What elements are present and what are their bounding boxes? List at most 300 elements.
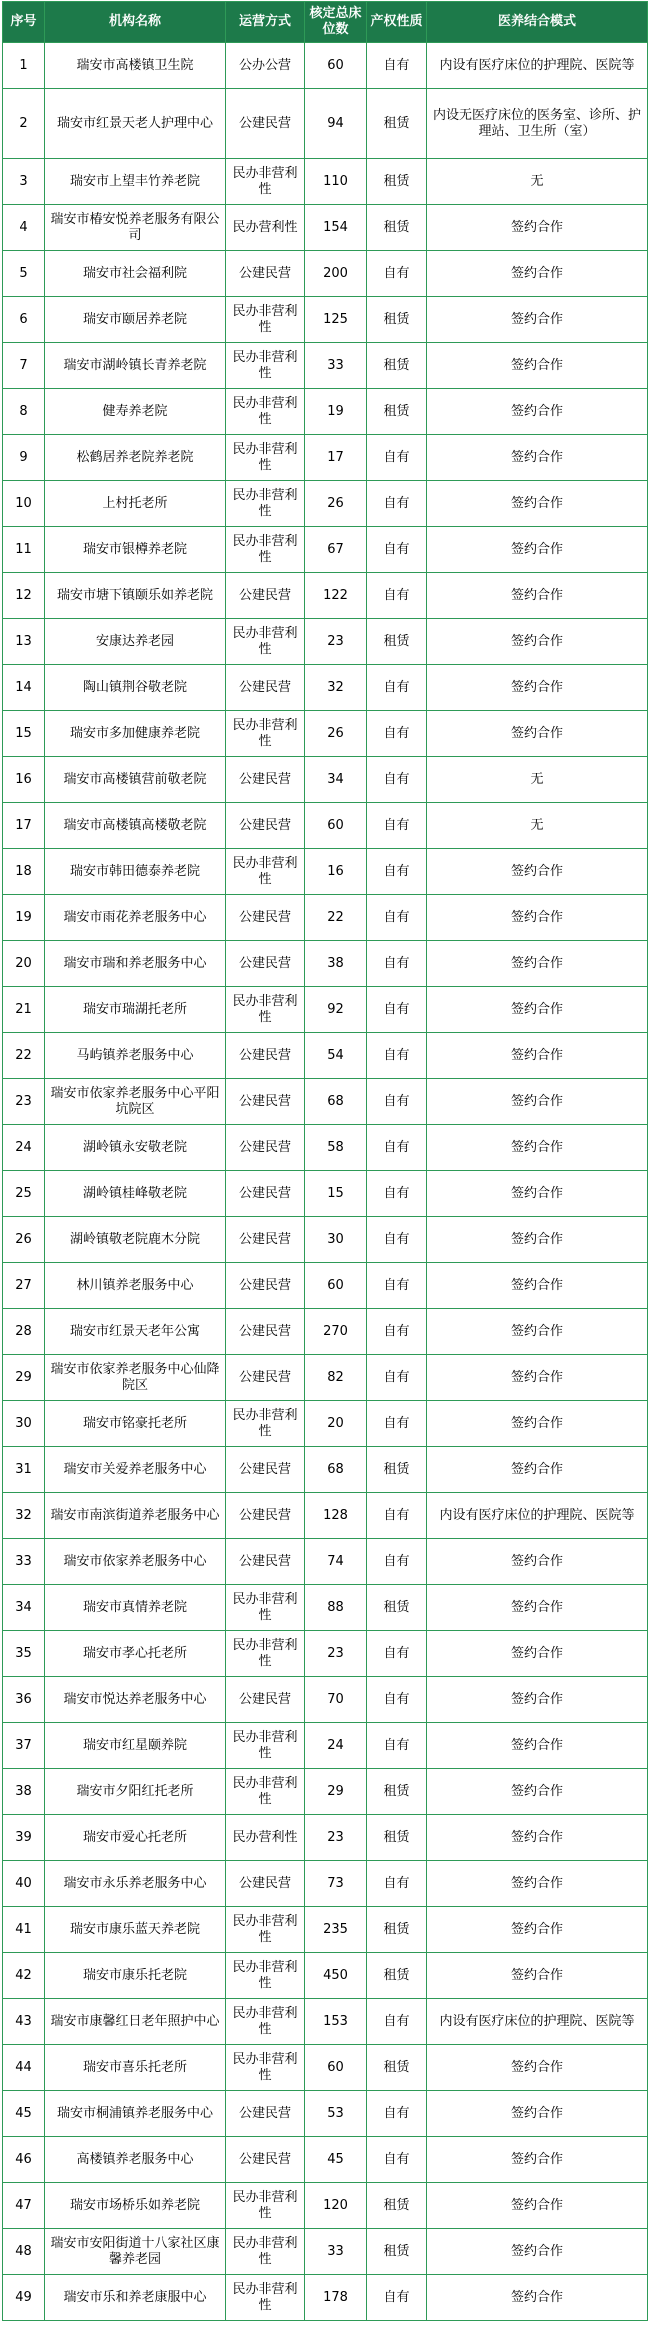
table-row bbox=[3, 1723, 648, 1769]
table-row bbox=[3, 1999, 648, 2045]
cell-name: 瑞安市康乐托老院 bbox=[45, 1953, 226, 1999]
table-row bbox=[3, 1677, 648, 1723]
cell-name: 瑞安市瑞和养老服务中心 bbox=[45, 941, 226, 987]
cell-property: 自有 bbox=[367, 1263, 427, 1309]
cell-index: 7 bbox=[3, 343, 45, 389]
cell-index: 37 bbox=[3, 1723, 45, 1769]
cell-index: 48 bbox=[3, 2229, 45, 2275]
cell-property: 自有 bbox=[367, 849, 427, 895]
cell-index: 2 bbox=[3, 89, 45, 159]
cell-operation: 民办非营利性 bbox=[226, 1631, 305, 1677]
cell-mode: 签约合作 bbox=[427, 343, 648, 389]
cell-property: 租赁 bbox=[367, 1769, 427, 1815]
cell-property: 租赁 bbox=[367, 1585, 427, 1631]
cell-property: 自有 bbox=[367, 757, 427, 803]
cell-beds: 110 bbox=[305, 159, 367, 205]
cell-mode: 签约合作 bbox=[427, 1585, 648, 1631]
cell-property: 租赁 bbox=[367, 1953, 427, 1999]
table-row bbox=[3, 1861, 648, 1907]
cell-name: 瑞安市永乐养老服务中心 bbox=[45, 1861, 226, 1907]
cell-name: 瑞安市高楼镇营前敬老院 bbox=[45, 757, 226, 803]
cell-operation: 民办非营利性 bbox=[226, 527, 305, 573]
cell-operation: 公建民营 bbox=[226, 1309, 305, 1355]
cell-beds: 16 bbox=[305, 849, 367, 895]
cell-mode: 无 bbox=[427, 159, 648, 205]
table-row bbox=[3, 1217, 648, 1263]
cell-operation: 公建民营 bbox=[226, 1861, 305, 1907]
cell-operation: 民办非营利性 bbox=[226, 2045, 305, 2091]
cell-mode: 签约合作 bbox=[427, 1953, 648, 1999]
cell-name: 健寿养老院 bbox=[45, 389, 226, 435]
cell-index: 19 bbox=[3, 895, 45, 941]
cell-operation: 民办营利性 bbox=[226, 1815, 305, 1861]
col-header-mode: 医养结合模式 bbox=[427, 2, 648, 43]
cell-name: 瑞安市椿安悦养老服务有限公司 bbox=[45, 205, 226, 251]
cell-mode: 签约合作 bbox=[427, 1355, 648, 1401]
cell-property: 自有 bbox=[367, 1401, 427, 1447]
cell-property: 自有 bbox=[367, 1999, 427, 2045]
cell-property: 租赁 bbox=[367, 2183, 427, 2229]
cell-operation: 公建民营 bbox=[226, 251, 305, 297]
cell-mode: 签约合作 bbox=[427, 987, 648, 1033]
table-row bbox=[3, 619, 648, 665]
cell-name: 瑞安市上望丰竹养老院 bbox=[45, 159, 226, 205]
cell-index: 15 bbox=[3, 711, 45, 757]
col-header-property: 产权性质 bbox=[367, 2, 427, 43]
cell-index: 26 bbox=[3, 1217, 45, 1263]
cell-mode: 内设有医疗床位的护理院、医院等 bbox=[427, 1493, 648, 1539]
table-row bbox=[3, 2045, 648, 2091]
cell-operation: 公建民营 bbox=[226, 1079, 305, 1125]
cell-operation: 民办非营利性 bbox=[226, 389, 305, 435]
cell-property: 自有 bbox=[367, 941, 427, 987]
table-row bbox=[3, 1401, 648, 1447]
cell-beds: 88 bbox=[305, 1585, 367, 1631]
cell-name: 瑞安市依家养老服务中心仙降院区 bbox=[45, 1355, 226, 1401]
cell-property: 租赁 bbox=[367, 2045, 427, 2091]
table-row bbox=[3, 803, 648, 849]
cell-operation: 民办非营利性 bbox=[226, 1401, 305, 1447]
cell-index: 4 bbox=[3, 205, 45, 251]
cell-beds: 53 bbox=[305, 2091, 367, 2137]
cell-mode: 签约合作 bbox=[427, 1171, 648, 1217]
cell-beds: 29 bbox=[305, 1769, 367, 1815]
cell-operation: 公建民营 bbox=[226, 1217, 305, 1263]
cell-name: 瑞安市红星颐养院 bbox=[45, 1723, 226, 1769]
table-row bbox=[3, 89, 648, 159]
cell-operation: 公建民营 bbox=[226, 2091, 305, 2137]
cell-index: 12 bbox=[3, 573, 45, 619]
cell-index: 32 bbox=[3, 1493, 45, 1539]
cell-name: 瑞安市社会福利院 bbox=[45, 251, 226, 297]
cell-property: 自有 bbox=[367, 573, 427, 619]
cell-mode: 签约合作 bbox=[427, 205, 648, 251]
table-row bbox=[3, 2275, 648, 2321]
cell-index: 18 bbox=[3, 849, 45, 895]
cell-operation: 公建民营 bbox=[226, 1539, 305, 1585]
cell-beds: 45 bbox=[305, 2137, 367, 2183]
cell-index: 35 bbox=[3, 1631, 45, 1677]
cell-beds: 23 bbox=[305, 619, 367, 665]
cell-beds: 94 bbox=[305, 89, 367, 159]
cell-beds: 270 bbox=[305, 1309, 367, 1355]
cell-name: 瑞安市瑞湖托老所 bbox=[45, 987, 226, 1033]
cell-operation: 公建民营 bbox=[226, 1493, 305, 1539]
cell-property: 自有 bbox=[367, 1171, 427, 1217]
cell-beds: 60 bbox=[305, 1263, 367, 1309]
cell-mode: 签约合作 bbox=[427, 665, 648, 711]
cell-mode: 签约合作 bbox=[427, 481, 648, 527]
cell-operation: 民办非营利性 bbox=[226, 1953, 305, 1999]
cell-index: 41 bbox=[3, 1907, 45, 1953]
cell-mode: 签约合作 bbox=[427, 1539, 648, 1585]
cell-operation: 民办非营利性 bbox=[226, 2183, 305, 2229]
cell-name: 瑞安市湖岭镇长青养老院 bbox=[45, 343, 226, 389]
cell-name: 瑞安市铭豪托老所 bbox=[45, 1401, 226, 1447]
cell-mode: 签约合作 bbox=[427, 435, 648, 481]
cell-operation: 公建民营 bbox=[226, 573, 305, 619]
cell-mode: 签约合作 bbox=[427, 573, 648, 619]
cell-beds: 58 bbox=[305, 1125, 367, 1171]
cell-index: 13 bbox=[3, 619, 45, 665]
cell-operation: 公建民营 bbox=[226, 895, 305, 941]
table-row bbox=[3, 665, 648, 711]
cell-property: 自有 bbox=[367, 2275, 427, 2321]
cell-name: 瑞安市喜乐托老所 bbox=[45, 2045, 226, 2091]
cell-mode: 签约合作 bbox=[427, 527, 648, 573]
cell-beds: 20 bbox=[305, 1401, 367, 1447]
table-row bbox=[3, 2091, 648, 2137]
cell-index: 25 bbox=[3, 1171, 45, 1217]
cell-index: 1 bbox=[3, 43, 45, 89]
cell-mode: 签约合作 bbox=[427, 941, 648, 987]
table-row bbox=[3, 1125, 648, 1171]
cell-operation: 公建民营 bbox=[226, 1677, 305, 1723]
table-row bbox=[3, 1815, 648, 1861]
cell-property: 自有 bbox=[367, 1309, 427, 1355]
cell-name: 瑞安市场桥乐如养老院 bbox=[45, 2183, 226, 2229]
cell-mode: 签约合作 bbox=[427, 619, 648, 665]
cell-operation: 民办非营利性 bbox=[226, 619, 305, 665]
cell-property: 自有 bbox=[367, 1861, 427, 1907]
cell-property: 自有 bbox=[367, 987, 427, 1033]
cell-name: 瑞安市南滨街道养老服务中心 bbox=[45, 1493, 226, 1539]
cell-beds: 54 bbox=[305, 1033, 367, 1079]
cell-mode: 签约合作 bbox=[427, 1907, 648, 1953]
cell-beds: 24 bbox=[305, 1723, 367, 1769]
table-row bbox=[3, 1033, 648, 1079]
cell-index: 31 bbox=[3, 1447, 45, 1493]
cell-mode: 签约合作 bbox=[427, 2091, 648, 2137]
cell-mode: 签约合作 bbox=[427, 1309, 648, 1355]
table-body bbox=[3, 43, 648, 2321]
cell-index: 5 bbox=[3, 251, 45, 297]
table-row bbox=[3, 343, 648, 389]
cell-index: 16 bbox=[3, 757, 45, 803]
cell-name: 林川镇养老服务中心 bbox=[45, 1263, 226, 1309]
table-row bbox=[3, 389, 648, 435]
col-header-operation: 运营方式 bbox=[226, 2, 305, 43]
cell-property: 租赁 bbox=[367, 205, 427, 251]
table-row bbox=[3, 297, 648, 343]
table-row bbox=[3, 435, 648, 481]
table-row bbox=[3, 757, 648, 803]
cell-name: 瑞安市爱心托老所 bbox=[45, 1815, 226, 1861]
cell-property: 租赁 bbox=[367, 343, 427, 389]
cell-name: 瑞安市孝心托老所 bbox=[45, 1631, 226, 1677]
cell-beds: 38 bbox=[305, 941, 367, 987]
cell-index: 33 bbox=[3, 1539, 45, 1585]
cell-index: 22 bbox=[3, 1033, 45, 1079]
cell-index: 44 bbox=[3, 2045, 45, 2091]
cell-name: 瑞安市乐和养老康服中心 bbox=[45, 2275, 226, 2321]
cell-operation: 公建民营 bbox=[226, 89, 305, 159]
cell-beds: 15 bbox=[305, 1171, 367, 1217]
cell-property: 租赁 bbox=[367, 389, 427, 435]
cell-name: 上村托老所 bbox=[45, 481, 226, 527]
cell-beds: 68 bbox=[305, 1447, 367, 1493]
table-row bbox=[3, 1263, 648, 1309]
cell-beds: 92 bbox=[305, 987, 367, 1033]
cell-mode: 签约合作 bbox=[427, 1861, 648, 1907]
cell-property: 自有 bbox=[367, 1631, 427, 1677]
institutions-table bbox=[2, 1, 648, 2321]
cell-operation: 公建民营 bbox=[226, 1355, 305, 1401]
cell-index: 9 bbox=[3, 435, 45, 481]
cell-index: 40 bbox=[3, 1861, 45, 1907]
cell-property: 自有 bbox=[367, 481, 427, 527]
cell-operation: 民办非营利性 bbox=[226, 481, 305, 527]
cell-operation: 公建民营 bbox=[226, 1125, 305, 1171]
table-row bbox=[3, 2229, 648, 2275]
table-row bbox=[3, 205, 648, 251]
cell-mode: 签约合作 bbox=[427, 1769, 648, 1815]
table-row bbox=[3, 1953, 648, 1999]
table-row bbox=[3, 527, 648, 573]
cell-property: 租赁 bbox=[367, 1447, 427, 1493]
cell-name: 瑞安市关爱养老服务中心 bbox=[45, 1447, 226, 1493]
cell-mode: 签约合作 bbox=[427, 1401, 648, 1447]
cell-operation: 民办非营利性 bbox=[226, 987, 305, 1033]
table-row bbox=[3, 1493, 648, 1539]
table-row bbox=[3, 1355, 648, 1401]
cell-mode: 无 bbox=[427, 803, 648, 849]
cell-mode: 签约合作 bbox=[427, 2229, 648, 2275]
table-row bbox=[3, 1447, 648, 1493]
cell-name: 湖岭镇永安敬老院 bbox=[45, 1125, 226, 1171]
cell-beds: 450 bbox=[305, 1953, 367, 1999]
cell-beds: 17 bbox=[305, 435, 367, 481]
cell-beds: 30 bbox=[305, 1217, 367, 1263]
cell-property: 自有 bbox=[367, 1539, 427, 1585]
cell-operation: 民办非营利性 bbox=[226, 711, 305, 757]
table-row bbox=[3, 1907, 648, 1953]
cell-index: 6 bbox=[3, 297, 45, 343]
col-header-beds: 核定总床位数 bbox=[305, 2, 367, 43]
cell-index: 21 bbox=[3, 987, 45, 1033]
col-header-index: 序号 bbox=[3, 2, 45, 43]
cell-operation: 民办非营利性 bbox=[226, 435, 305, 481]
cell-property: 自有 bbox=[367, 527, 427, 573]
cell-mode: 内设有医疗床位的护理院、医院等 bbox=[427, 43, 648, 89]
cell-index: 17 bbox=[3, 803, 45, 849]
cell-name: 瑞安市塘下镇颐乐如养老院 bbox=[45, 573, 226, 619]
cell-name: 瑞安市高楼镇卫生院 bbox=[45, 43, 226, 89]
cell-property: 自有 bbox=[367, 895, 427, 941]
cell-beds: 154 bbox=[305, 205, 367, 251]
cell-operation: 民办非营利性 bbox=[226, 159, 305, 205]
cell-beds: 23 bbox=[305, 1631, 367, 1677]
cell-beds: 70 bbox=[305, 1677, 367, 1723]
cell-operation: 民办非营利性 bbox=[226, 297, 305, 343]
cell-mode: 签约合作 bbox=[427, 1815, 648, 1861]
cell-mode: 无 bbox=[427, 757, 648, 803]
table-row bbox=[3, 159, 648, 205]
cell-mode: 签约合作 bbox=[427, 1723, 648, 1769]
cell-index: 49 bbox=[3, 2275, 45, 2321]
cell-mode: 签约合作 bbox=[427, 251, 648, 297]
cell-name: 瑞安市多加健康养老院 bbox=[45, 711, 226, 757]
cell-name: 松鹤居养老院养老院 bbox=[45, 435, 226, 481]
cell-operation: 民办非营利性 bbox=[226, 1907, 305, 1953]
cell-index: 23 bbox=[3, 1079, 45, 1125]
table-row bbox=[3, 1769, 648, 1815]
cell-beds: 120 bbox=[305, 2183, 367, 2229]
cell-index: 8 bbox=[3, 389, 45, 435]
cell-beds: 128 bbox=[305, 1493, 367, 1539]
cell-beds: 82 bbox=[305, 1355, 367, 1401]
table-row bbox=[3, 1079, 648, 1125]
cell-mode: 签约合作 bbox=[427, 2275, 648, 2321]
cell-beds: 235 bbox=[305, 1907, 367, 1953]
cell-beds: 153 bbox=[305, 1999, 367, 2045]
cell-index: 46 bbox=[3, 2137, 45, 2183]
cell-property: 租赁 bbox=[367, 159, 427, 205]
table-row bbox=[3, 481, 648, 527]
cell-name: 瑞安市红景天老人护理中心 bbox=[45, 89, 226, 159]
cell-name: 马屿镇养老服务中心 bbox=[45, 1033, 226, 1079]
cell-beds: 32 bbox=[305, 665, 367, 711]
cell-index: 43 bbox=[3, 1999, 45, 2045]
cell-beds: 125 bbox=[305, 297, 367, 343]
cell-mode: 签约合作 bbox=[427, 1677, 648, 1723]
cell-beds: 74 bbox=[305, 1539, 367, 1585]
cell-property: 租赁 bbox=[367, 297, 427, 343]
cell-property: 自有 bbox=[367, 711, 427, 757]
cell-mode: 签约合作 bbox=[427, 2045, 648, 2091]
table-row bbox=[3, 251, 648, 297]
cell-mode: 签约合作 bbox=[427, 389, 648, 435]
cell-property: 自有 bbox=[367, 1355, 427, 1401]
table-row bbox=[3, 987, 648, 1033]
cell-operation: 民办非营利性 bbox=[226, 2229, 305, 2275]
cell-name: 瑞安市康乐蓝天养老院 bbox=[45, 1907, 226, 1953]
cell-property: 自有 bbox=[367, 251, 427, 297]
cell-property: 租赁 bbox=[367, 619, 427, 665]
cell-property: 自有 bbox=[367, 1217, 427, 1263]
table-row bbox=[3, 849, 648, 895]
cell-operation: 公建民营 bbox=[226, 1263, 305, 1309]
table-row bbox=[3, 895, 648, 941]
header-row bbox=[3, 2, 648, 43]
cell-index: 29 bbox=[3, 1355, 45, 1401]
cell-operation: 公建民营 bbox=[226, 1447, 305, 1493]
cell-mode: 签约合作 bbox=[427, 895, 648, 941]
cell-name: 高楼镇养老服务中心 bbox=[45, 2137, 226, 2183]
cell-index: 34 bbox=[3, 1585, 45, 1631]
cell-name: 湖岭镇桂峰敬老院 bbox=[45, 1171, 226, 1217]
cell-operation: 公建民营 bbox=[226, 1033, 305, 1079]
cell-operation: 民办非营利性 bbox=[226, 1999, 305, 2045]
cell-beds: 60 bbox=[305, 43, 367, 89]
cell-property: 自有 bbox=[367, 803, 427, 849]
cell-mode: 签约合作 bbox=[427, 2137, 648, 2183]
cell-operation: 公建民营 bbox=[226, 803, 305, 849]
cell-index: 36 bbox=[3, 1677, 45, 1723]
cell-beds: 73 bbox=[305, 1861, 367, 1907]
cell-name: 瑞安市红景天老年公寓 bbox=[45, 1309, 226, 1355]
cell-index: 20 bbox=[3, 941, 45, 987]
cell-beds: 178 bbox=[305, 2275, 367, 2321]
cell-beds: 122 bbox=[305, 573, 367, 619]
cell-beds: 33 bbox=[305, 343, 367, 389]
cell-operation: 公办公营 bbox=[226, 43, 305, 89]
cell-name: 安康达养老园 bbox=[45, 619, 226, 665]
cell-mode: 签约合作 bbox=[427, 297, 648, 343]
cell-name: 瑞安市依家养老服务中心 bbox=[45, 1539, 226, 1585]
cell-beds: 22 bbox=[305, 895, 367, 941]
cell-name: 瑞安市夕阳红托老所 bbox=[45, 1769, 226, 1815]
cell-name: 瑞安市真情养老院 bbox=[45, 1585, 226, 1631]
table-row bbox=[3, 1171, 648, 1217]
cell-beds: 33 bbox=[305, 2229, 367, 2275]
cell-name: 瑞安市雨花养老服务中心 bbox=[45, 895, 226, 941]
cell-operation: 公建民营 bbox=[226, 665, 305, 711]
cell-property: 租赁 bbox=[367, 89, 427, 159]
cell-operation: 民办非营利性 bbox=[226, 1585, 305, 1631]
cell-operation: 公建民营 bbox=[226, 941, 305, 987]
cell-index: 45 bbox=[3, 2091, 45, 2137]
cell-operation: 公建民营 bbox=[226, 757, 305, 803]
cell-beds: 60 bbox=[305, 2045, 367, 2091]
cell-property: 自有 bbox=[367, 665, 427, 711]
cell-index: 30 bbox=[3, 1401, 45, 1447]
cell-mode: 签约合作 bbox=[427, 1631, 648, 1677]
cell-property: 自有 bbox=[367, 2137, 427, 2183]
cell-mode: 签约合作 bbox=[427, 2183, 648, 2229]
table-row bbox=[3, 2137, 648, 2183]
cell-property: 自有 bbox=[367, 1493, 427, 1539]
cell-beds: 68 bbox=[305, 1079, 367, 1125]
cell-property: 自有 bbox=[367, 1079, 427, 1125]
cell-beds: 23 bbox=[305, 1815, 367, 1861]
cell-index: 38 bbox=[3, 1769, 45, 1815]
cell-operation: 民办非营利性 bbox=[226, 343, 305, 389]
cell-property: 自有 bbox=[367, 2091, 427, 2137]
cell-name: 湖岭镇敬老院鹿木分院 bbox=[45, 1217, 226, 1263]
cell-index: 47 bbox=[3, 2183, 45, 2229]
table-row bbox=[3, 1539, 648, 1585]
cell-property: 自有 bbox=[367, 43, 427, 89]
cell-name: 瑞安市康馨红日老年照护中心 bbox=[45, 1999, 226, 2045]
cell-operation: 公建民营 bbox=[226, 1171, 305, 1217]
cell-operation: 民办非营利性 bbox=[226, 1769, 305, 1815]
cell-mode: 签约合作 bbox=[427, 1079, 648, 1125]
table-row bbox=[3, 1585, 648, 1631]
cell-operation: 民办非营利性 bbox=[226, 1723, 305, 1769]
table-row bbox=[3, 43, 648, 89]
cell-index: 10 bbox=[3, 481, 45, 527]
